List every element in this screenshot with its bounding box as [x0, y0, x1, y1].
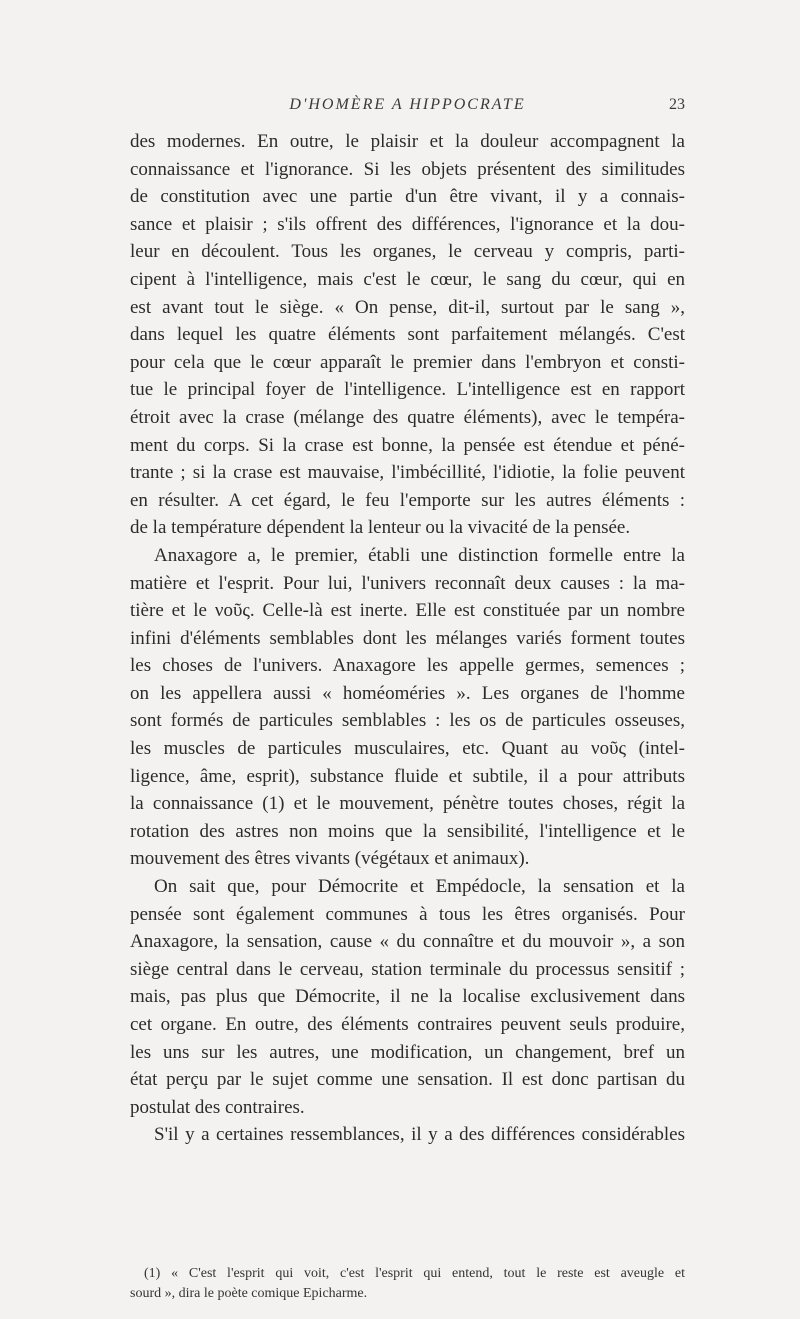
text-line: tière et le νοῦς. Celle-là est inerte. Elle est constituée par un nombre — [130, 600, 685, 622]
text-line: sance et plaisir ; s'ils offrent des différences, l'ignorance et la dou- — [130, 213, 685, 235]
text-line: pensée sont également communes à tous les êtres organisés. Pour — [130, 903, 685, 925]
text-line: étroit avec la crase (mélange des quatre éléments), avec le tempéra- — [130, 406, 685, 428]
text-line: siège central dans le cerveau, station terminale du processus sensitif ; — [130, 958, 685, 980]
text-line: en résulter. A cet égard, le feu l'emporte sur les autres éléments : — [130, 489, 685, 511]
text-line: S'il y a certaines ressemblances, il y a des différences considérables — [154, 1124, 685, 1146]
text-line: état perçu par le sujet comme une sensation. Il est donc partisan du — [130, 1069, 685, 1091]
text-line: les uns sur les autres, une modification, un changement, bref un — [130, 1041, 685, 1063]
text-line: dans lequel les quatre éléments sont parfaitement mélangés. C'est — [130, 324, 685, 346]
text-line: trante ; si la crase est mauvaise, l'imbécillité, l'idiotie, la folie peuvent — [130, 462, 685, 484]
text-line: pour cela que le cœur apparaît le premier dans l'embryon et consti- — [130, 351, 685, 373]
text-line: mais, pas plus que Démocrite, il ne la localise exclusivement dans — [130, 986, 685, 1008]
text-line: Anaxagore a, le premier, établi une distinction formelle entre la — [154, 544, 685, 566]
text-line: ligence, âme, esprit), substance fluide et subtile, il a pour attributs — [130, 765, 685, 787]
text-line: sont formés de particules semblables : les os de particules osseuses, — [130, 710, 685, 732]
text-line: les choses de l'univers. Anaxagore les appelle germes, semences ; — [130, 655, 685, 677]
text-line: est avant tout le siège. « On pense, dit-il, surtout par le sang », — [130, 296, 685, 318]
footnote — [130, 1264, 685, 1304]
text-line: postulat des contraires. — [130, 1096, 305, 1118]
text-line: matière et l'esprit. Pour lui, l'univers reconnaît deux causes : la ma- — [130, 572, 685, 594]
page-number: 23 — [669, 96, 685, 113]
text-line: tue le principal foyer de l'intelligence. L'intelligence est en rapport — [130, 379, 685, 401]
footnote-line: (1) « C'est l'esprit qui voit, c'est l'esprit qui entend, tout le reste est aveugle et — [144, 1266, 685, 1281]
text-line: on les appellera aussi « homéoméries ». Les organes de l'homme — [130, 682, 685, 704]
text-line: leur en découlent. Tous les organes, le cerveau y compris, parti- — [130, 241, 685, 263]
page-header — [130, 96, 685, 120]
text-line: des modernes. En outre, le plaisir et la douleur accompagnent la — [130, 131, 685, 152]
text-line: On sait que, pour Démocrite et Empédocle, la sensation et la — [154, 876, 685, 898]
text-line: mouvement des êtres vivants (végétaux et animaux). — [130, 848, 530, 870]
text-line: rotation des astres non moins que la sensibilité, l'intelligence et le — [130, 820, 685, 842]
text-line: connaissance et l'ignorance. Si les objets présentent des similitudes — [130, 158, 685, 180]
footnote-line: sourd », dira le poète comique Epicharme. — [130, 1286, 368, 1301]
text-line: cipent à l'intelligence, mais c'est le cœur, le sang du cœur, qui en — [130, 268, 685, 290]
text-line: infini d'éléments semblables dont les mélanges variés forment toutes — [130, 627, 685, 649]
text-line: les muscles de particules musculaires, etc. Quant au νοῦς (intel- — [130, 738, 685, 760]
text-line: cet organe. En outre, des éléments contraires peuvent seuls produire, — [130, 1014, 685, 1035]
body-text — [130, 128, 685, 1149]
text-line: de constitution avec une partie d'un être vivant, il y a connais- — [130, 186, 685, 208]
text-line: de la température dépendent la lenteur ou la vivacité de la pensée. — [130, 517, 631, 539]
text-line: ment du corps. Si la crase est bonne, la pensée est étendue et péné- — [130, 434, 685, 456]
text-line: Anaxagore, la sensation, cause « du connaître et du mouvoir », a son — [130, 931, 685, 953]
running-head: D'HOMÈRE A HIPPOCRATE — [289, 96, 526, 113]
text-line: la connaissance (1) et le mouvement, pénètre toutes choses, régit la — [130, 793, 685, 815]
